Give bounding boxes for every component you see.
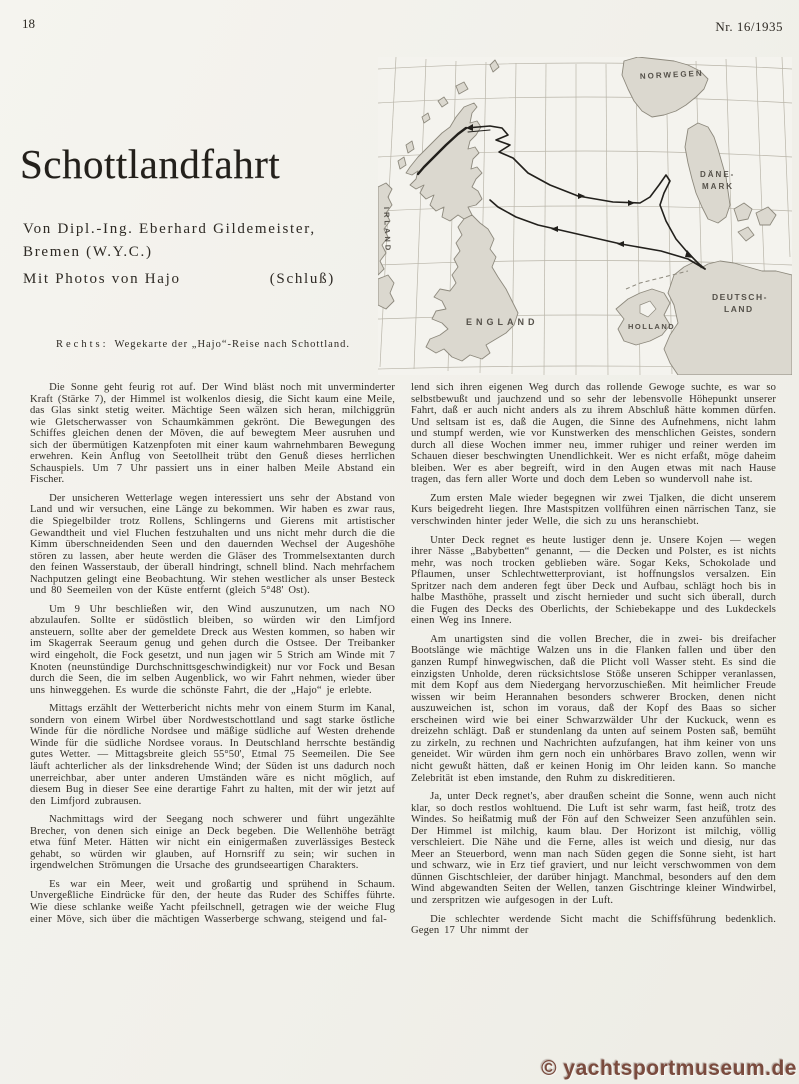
byline-author: Von Dipl.-Ing. Eberhard Gildemeister, [23, 221, 316, 237]
article-title: Schottlandfahrt [20, 141, 281, 187]
issue-number: Nr. 16/1935 [715, 19, 783, 34]
right-column [411, 382, 776, 1082]
paragraph: Mittags erzählt der Wetterbericht nichts mehr von einem Sturm im Kanal, sondern von einem Wirbel über Nordwestschottland und sagt starke östliche Winde für die nördliche Nordsee und mäßige südliche auf Westen drehende Winde für die südliche Nordsee voraus. In Deutschland herrschte beständig gutes Wetter. — Mittagsbreite gleich 55°50', Etmal 75 Seemeilen. Die See läuft achterlicher als der linksdrehende Wind; der Süden ist uns dadurch noch unerreichbar, aber unter anderen Umständen wäre es nicht möglich, auf diesem Bug in dieser See eine derartige Fahrt zu halten, mit der wir jetzt auf den Limfjord zubrausen. [30, 703, 395, 807]
paragraph: lend sich ihren eigenen Weg durch das rollende Gewoge suchte, es war so selbstbewußt und jauchzend und so sehr der lebensvolle Höhepunkt unserer Fahrt, daß er auch nicht anders als zu ihrem Abschluß hätte kommen dürfen. Und seltsam ist es, daß die Augen, die Sinne des Aufnehmens, nicht lahm und stumpf werden, wie vor Kunstwerken des menschlichen Geistes, sondern durch all diese Wochen immer neu, immer ruhiger und reiner werden im Schauen dieser beschwingten Unendlichkeit. Wer es nicht erfaßt, möge daheim bleiben. Wer es aber begreift, wird in den Augen etwas mit nach Hause tragen, das fern aller Worte und doch dem Leben so wundervoll nahe ist. [411, 382, 776, 486]
photo-credit-row [23, 271, 335, 288]
map-caption [56, 339, 350, 350]
paragraph: Zum ersten Male wieder begegnen wir zwei Tjalken, die dicht unserem Kurs beigedreht liegen. Ihre Mastspitzen vollführen einen närrischen Tanz, sie verschwinden hinter jeder Welle, die sich zu uns heranschiebt. [411, 492, 776, 528]
label-germany-1: DEUTSCH- [712, 292, 768, 302]
paragraph: Nachmittags wird der Seegang noch schwerer und führt ungezählte Brecher, von denen sich einige an Deck begeben. Die Wellenhöhe beträgt etwa fünf Meter. Hätten wir nicht ein einigermaßen zuverlässiges Besteck gehabt, so würden wir glauben, auf Hornsriff zu sein; wir suchen in irgendwelchen Strömungen die Ursache des grundseeartigen Charakters. [30, 814, 395, 872]
label-ireland: IRLAND [382, 206, 393, 254]
label-denmark-1: DÄNE- [700, 170, 736, 179]
paragraph: Es war ein Meer, weit und großartig und sprühend in Schaum. Unvergeßliche Eindrücke für den, der heute das Ruder des Schiffes führte. Wie diese schlanke weiße Yacht pfeilschnell, getragen wie der weiche Flug einer Möve, sich über die mächtigen Wasserberge schwang, steigend und fal- [30, 878, 395, 925]
paragraph: Unter Deck regnet es heute lustiger denn je. Unsere Kojen — wegen ihrer Nässe „Babybetten“ genannt, — die Decken und Polster, es ist nichts mehr, was noch trocken geblieben wäre. Sogar Keks, Schokolade und Pflaumen, unser Schlechtwetterproviant, ist hoffnungslos versalzen. Ein Spritzer nach dem anderen fegt über Deck und Aufbau, schlägt hoch bis in halbe Masthöhe, prasselt und zischt hernieder und sucht sich überall, durch die Fugen des Decks des Oberlichts, der Schiebekappe und des Lukdeckels einen Weg ins Innere. [411, 534, 776, 627]
paragraph: Der unsicheren Wetterlage wegen interessiert uns sehr der Abstand von Land und wir versuchen, eine Länge zu bekommen. Wir haben es zwar raus, die Spiegelbilder trotz Rollens, Schlingerns und Gierens mit artistischer Gewandtheit und viel Fluchen festzuhalten und uns nicht mehr durch die die Kimm überschneidenden Seen und den dauernden Wechsel der Augeshöhe stören zu lassen, aber heute werden die Gläser des Trommelsextanten durch den feinen Wasserstaub, der überall hindringt, schnell blind. Nach mehrfachem Nachputzen gelingt eine Beobachtung. Wir stehen westlicher als unser Besteck und 80 Seemeilen von der Küste entfernt (gleich 5°48' Ost). [30, 492, 395, 597]
route-map [378, 57, 792, 375]
route-map-svg [378, 57, 792, 375]
label-germany-2: LAND [724, 304, 754, 314]
map-caption-text: Wegekarte der „Hajo“-Reise nach Schottland. [114, 339, 350, 350]
map-caption-label: Rechts: [56, 339, 109, 350]
part-note: (Schluß) [269, 271, 335, 287]
left-column [30, 382, 395, 1082]
paragraph: Um 9 Uhr beschließen wir, den Wind auszunutzen, um nach NO abzulaufen. Sollte er südöstlich bleiben, so würden wir den Limfjord ansteuern, sollte aber der gemeldete Dreck aus Westen kommen, so haben wir im Skagerrak Seeraum genug und gehen durch die Ostsee. Der Treibanker wird eingeholt, die Fock gesetzt, und nun jagen wir 5 Strich am Winde mit 7 Knoten (neunstündige Durchschnittsgeschwindigkeit) nur vor Fock und Besan durch die Seen, die im selben Augenblick, wo wir Fahrt nehmen, wieder über uns hinweggehen. Es wurde die schönste Fahrt, die der „Hajo“ je erlebte. [30, 603, 395, 696]
paragraph: Die schlechter werdende Sicht macht die Schiffsführung bedenklich. Gegen 17 Uhr nimmt der [411, 913, 776, 937]
label-denmark-2: MARK [702, 182, 734, 191]
paragraph: Ja, unter Deck regnet's, aber draußen scheint die Sonne, wenn auch nicht klar, so doch restlos wohltuend. Die Luft ist sehr warm, fast heiß, trotz des Windes. So heißatmig muß der Fön auf den Schweizer Seen anzufühlen sein. Der Himmel ist milchig, kaum blau. Der Horizont ist milchig, völlig verschleiert. Die Nähe und die Ferne, alles ist weich und diesig, nur das Meer an Steuerbord, wenn man nach Süden gegen die Sonne sieht, ist hart und schwarz, wie in Erz tief graviert, und nur leicht verschwommen von dem dünnen Gischtschleier, der darüber hinjagt. Manchmal, besonders auf den dem Wind abgewandten Seiten der Wellen, tanzen Gischtringe kleiner Windwirbel, und zerspritzen wie aufgesogen in der Luft. [411, 791, 776, 906]
label-holland: HOLLAND [628, 322, 676, 331]
label-england: ENGLAND [466, 317, 539, 327]
germany [664, 261, 792, 375]
byline [23, 218, 316, 263]
body-text [30, 382, 777, 1082]
photo-credit: Mit Photos von Hajo [23, 271, 181, 287]
page-number: 18 [22, 16, 35, 31]
watermark: © yachtsportmuseum.de [541, 1057, 797, 1080]
paragraph: Am unartigsten sind die vollen Brecher, die in zwei- bis dreifacher Bootslänge wie mächtige Walzen uns in die Flanken fallen und über den ganzen Rumpf hinwegwischen, daß die Plicht voll Wasser steht. Es sind die einzigsten Unholde, deren rücksichtslose Stöße unseren Schipper veranlassen, mit dem Kopf aus dem Niedergang hervorzuschießen. Mit heimlicher Freude wissen wir beim Herannahen besonders schwerer Brocken, denen nicht auszuweichen ist, schon im voraus, daß der Kopf des Baas so sicher erscheinen wird wie bei einer Schwarzwälder Uhr der Kuckuck, wenn es dreizehn schlägt. Daß er stundenlang da unten auf seinem Posten saß, bemüht zu zirkeln, zu rechnen und Nachrichten aufzufangen, hat ihm keiner von uns geneidet. Wir würden ihm gern noch ein unhörbares Bravo zollen, wenn wir nicht gewußt hätten, daß er keinen Honig im Ohr leiden kann. So manche Zelebrität ist eben imstande, den Ruhm zu diskreditieren. [411, 633, 776, 784]
label-norway: NORWEGEN [639, 68, 704, 81]
byline-city: Bremen (W.Y.C.) [23, 243, 153, 260]
paragraph: Die Sonne geht feurig rot auf. Der Wind bläst noch mit unverminderter Kraft (Stärke 7), der Himmel ist wolkenlos diesig, die Sicht kaum eine Meile, das Glas sinkt stetig weiter. Mächtige Seen wälzen sich heran, milchiggrün wie Gletscherwasser von Schaumkämmen gekrönt. Die Bewegungen des Schiffes gleichen denen der Möven, die auf bewegtem Meer ausruhen und sich der übermütigen Katzenpfoten mit einer kaum wahrnehmbaren Bewegung erwehren. Kein Anflug von Seetollheit trübt den Genuß dieses herrlichen Schauspiels. Um 7 Uhr passiert uns in einer halben Meile Abstand ein Fischer. [30, 382, 395, 486]
